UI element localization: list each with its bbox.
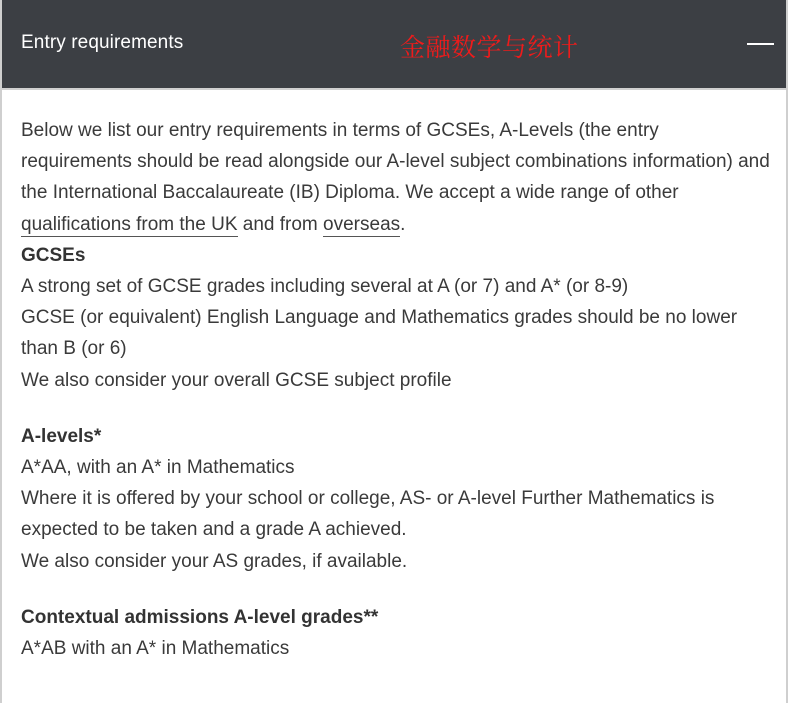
- gcses-line: GCSE (or equivalent) English Language and Mathematics grades should be no lower than B (or 6): [21, 307, 738, 360]
- contextual-line: A*AB with an A* in Mathematics: [21, 638, 290, 660]
- intro-paragraph: [21, 115, 771, 240]
- intro-text-3: .: [400, 213, 406, 235]
- gcses-line: We also consider your overall GCSE subject profile: [21, 369, 452, 391]
- accordion-header[interactable]: [2, 0, 786, 90]
- alevels-line: A*AA, with an A* in Mathematics: [21, 457, 295, 479]
- gcses-line: A strong set of GCSE grades including several at A (or 7) and A* (or 8-9): [21, 276, 629, 298]
- uk-qualifications-link[interactable]: qualifications from the UK: [21, 213, 238, 235]
- intro-text-1: Below we list our entry requirements in terms of GCSEs, A-Levels (the entry requirements should be read alongside our A-level subject combinations information) and the International Baccalaureate (IB) Diploma. We accept a wide range of other: [21, 120, 770, 204]
- contextual-heading: Contextual admissions A-level grades**: [21, 606, 379, 628]
- contextual-section: [21, 602, 771, 664]
- minus-icon[interactable]: [747, 43, 774, 45]
- overseas-link[interactable]: overseas: [323, 213, 401, 235]
- gcses-section: [21, 240, 771, 396]
- annotation-text: 金融数学与统计: [400, 34, 579, 62]
- alevels-line: Where it is offered by your school or college, AS- or A-level Further Mathematics is expected to be taken and a grade A achieved.: [21, 488, 715, 541]
- alevels-line: We also consider your AS grades, if available.: [21, 550, 408, 572]
- accordion-content: [21, 115, 771, 689]
- alevels-heading: A-levels*: [21, 425, 102, 447]
- gcses-heading: GCSEs: [21, 244, 86, 266]
- accordion-title: Entry requirements: [21, 32, 184, 53]
- alevels-section: [21, 421, 771, 577]
- intro-text-2: and from: [237, 213, 324, 235]
